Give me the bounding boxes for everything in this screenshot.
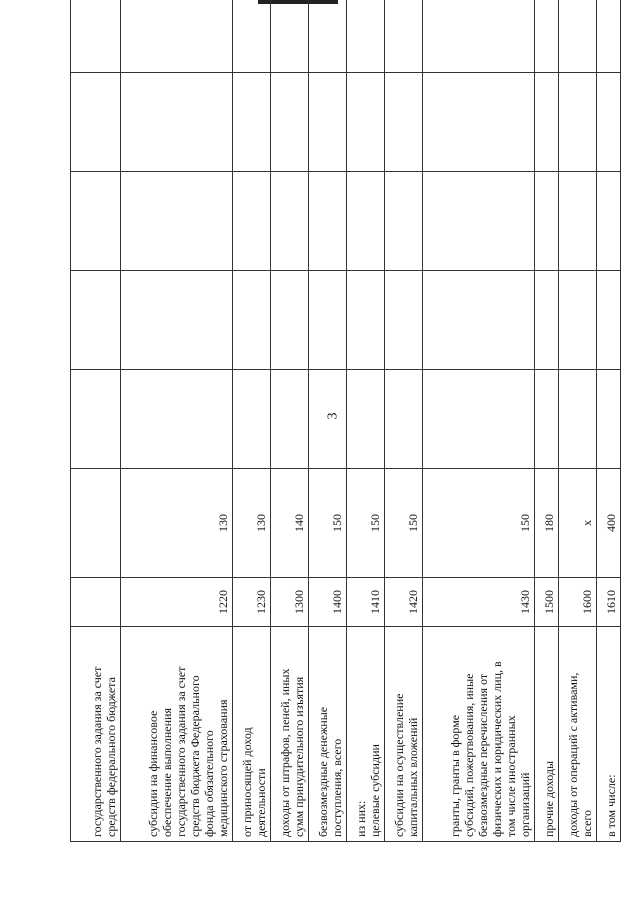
row-code-cell: 1430 [423,578,535,627]
row-value-cell [271,0,309,73]
row-name-line: деятельности [254,768,268,837]
row-value-cell [423,0,535,73]
row-name-line: том числе иностранных [504,715,518,837]
row-name-line: обеспечение выполнения [160,708,174,837]
row-value-cell [385,172,423,271]
row-code-cell: 1600 [559,578,597,627]
row-name-line: государственного задания за счет [90,666,104,837]
row-code-cell: 1500 [535,578,559,627]
row-name-line: прочие доходы [542,760,556,837]
row-kosgu-cell: 150 [309,469,347,578]
row-name-line: гранты, гранты в форме [448,714,462,837]
row-value-cell [71,0,121,73]
row-name-line: государственного задания за счет [174,666,188,837]
row-kosgu-cell: 400 [597,469,621,578]
row-code-cell: 1300 [271,578,309,627]
row-value-cell [121,271,233,370]
row-value-cell [597,73,621,172]
row-value-cell [71,172,121,271]
table-row [535,0,559,842]
row-value-cell [121,370,233,469]
rotated-table [70,14,618,842]
row-kosgu-cell: 150 [385,469,423,578]
row-value-cell [535,370,559,469]
row-name-line: безвозмездные денежные [316,706,330,837]
row-name-cell [559,627,597,842]
table-row [271,0,309,842]
row-value-cell [559,0,597,73]
finance-table-body [71,0,621,842]
row-value-cell [71,271,121,370]
row-name-cell [347,627,385,842]
table-row [309,0,347,842]
row-name-line: средств бюджета Федерального [188,675,202,837]
row-value-cell [71,73,121,172]
row-name-line: субсидии на финансовое [146,710,160,837]
row-kosgu-cell: 180 [535,469,559,578]
row-name-line: капитальных вложений [406,717,420,837]
row-value-cell [423,73,535,172]
row-value-cell [121,172,233,271]
row-name-cell [423,627,535,842]
row-value-cell [271,172,309,271]
row-name-line: сумм принудительного изъятия [292,676,306,837]
row-name-cell [233,627,271,842]
row-kosgu-cell: 150 [423,469,535,578]
row-kosgu-cell [71,469,121,578]
table-row [71,0,121,842]
row-name-line: фонда обязательного [202,730,216,837]
row-value-cell [347,172,385,271]
row-name-line: целевые субсидии [368,744,382,837]
table-row [121,0,233,842]
row-name-line: медицинского страхования [216,699,230,837]
row-value-cell [597,271,621,370]
row-value-cell [597,172,621,271]
row-value-cell [347,0,385,73]
row-value-cell [233,172,271,271]
row-value-cell [559,370,597,469]
row-value-cell [271,73,309,172]
table-row [423,0,535,842]
row-value-cell [385,0,423,73]
row-value-cell [121,0,233,73]
row-value-cell [559,271,597,370]
row-value-cell [597,370,621,469]
row-value-cell [309,0,347,73]
row-name-line: доходы от штрафов, пеней, иных [278,668,292,837]
row-name-cell [271,627,309,842]
row-name-line: доходы от операций с активами, [566,672,580,837]
row-code-cell: 1420 [385,578,423,627]
row-value-cell [347,370,385,469]
table-row [233,0,271,842]
finance-table [70,0,621,842]
table-row [559,0,597,842]
row-name-line: поступления, всего [330,738,344,837]
row-value-cell [271,370,309,469]
row-value-cell [309,271,347,370]
row-code-cell: 1230 [233,578,271,627]
row-name-line: безвозмездные перечисления от [476,673,490,837]
row-kosgu-cell: 130 [121,469,233,578]
row-name-line: средств федерального бюджета [104,677,118,837]
row-name-cell [71,627,121,842]
row-name-line: от приносящей доход [240,727,254,837]
table-row [385,0,423,842]
rotated-table-frame [70,14,618,842]
row-value-cell [309,172,347,271]
row-kosgu-cell: 140 [271,469,309,578]
row-name-line: организаций [518,772,532,837]
row-value-cell [309,370,347,469]
row-value-cell [347,271,385,370]
row-name-line: из них: [354,800,368,837]
row-name-cell [597,627,621,842]
page-number: 3 [325,412,341,420]
row-value-cell [233,271,271,370]
row-value-cell [535,73,559,172]
row-value-cell [233,0,271,73]
row-value-cell [271,271,309,370]
row-value-cell [559,73,597,172]
row-kosgu-cell: x [559,469,597,578]
row-value-cell [233,73,271,172]
row-value-cell [347,73,385,172]
row-value-cell [597,0,621,73]
row-code-cell: 1400 [309,578,347,627]
row-name-cell [309,627,347,842]
row-name-cell [535,627,559,842]
row-code-cell: 1610 [597,578,621,627]
row-name-line: субсидий, пожертвования, иные [462,673,476,837]
row-name-line: субсидии на осуществление [392,693,406,837]
row-value-cell [385,271,423,370]
row-kosgu-cell: 150 [347,469,385,578]
row-name-line: физических и юридических лиц, в [490,661,504,837]
row-value-cell [423,172,535,271]
row-kosgu-cell: 130 [233,469,271,578]
row-value-cell [423,370,535,469]
row-value-cell [559,172,597,271]
row-name-cell [385,627,423,842]
row-code-cell: 1220 [121,578,233,627]
row-value-cell [385,73,423,172]
row-value-cell [71,370,121,469]
row-value-cell [121,73,233,172]
table-row [597,0,621,842]
row-value-cell [535,172,559,271]
row-name-cell [121,627,233,842]
row-value-cell [309,73,347,172]
table-row [347,0,385,842]
row-code-cell: 1410 [347,578,385,627]
row-value-cell [233,370,271,469]
row-code-cell [71,578,121,627]
row-value-cell [535,271,559,370]
row-name-line: всего [580,809,594,837]
row-name-line: в том числе: [604,774,618,837]
row-value-cell [423,271,535,370]
row-value-cell [385,370,423,469]
row-value-cell [535,0,559,73]
